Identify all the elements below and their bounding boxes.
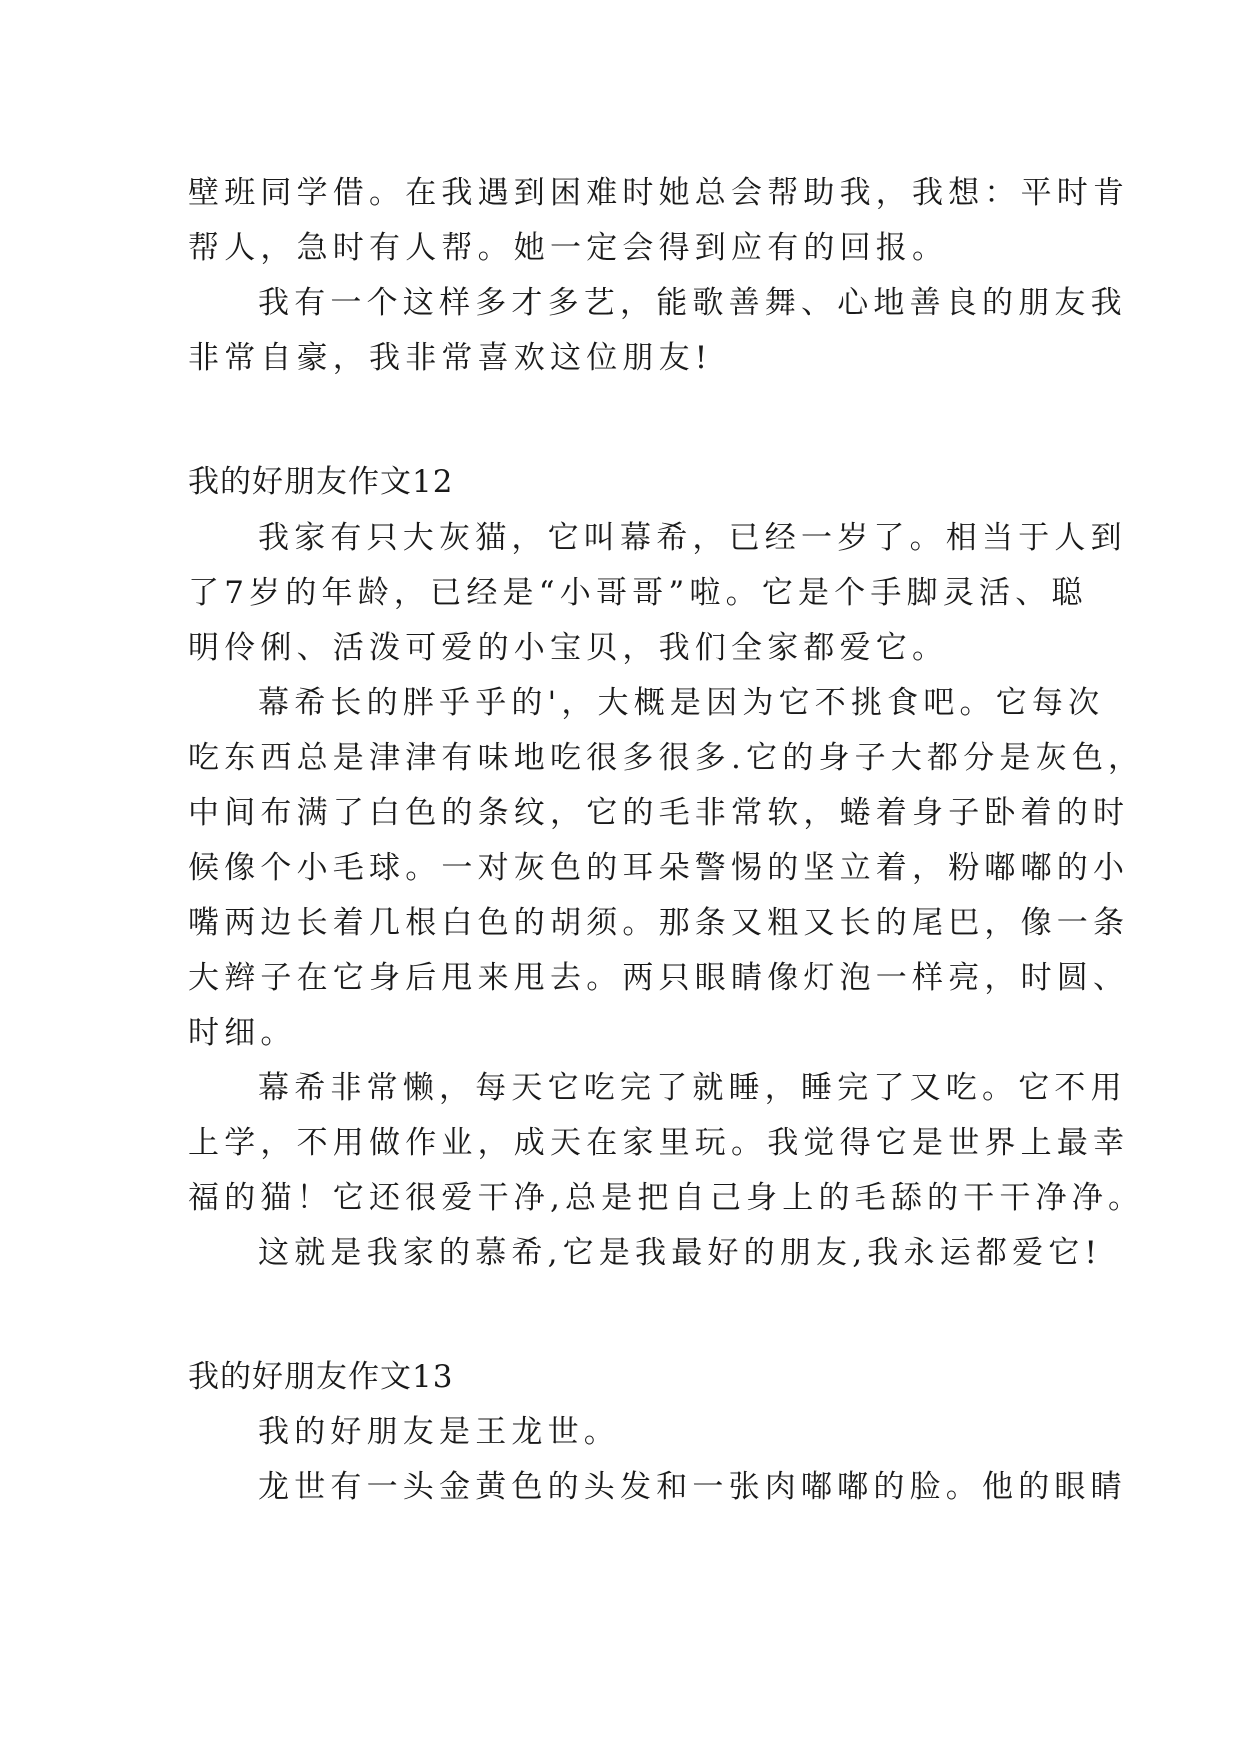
text-line: 福的猫！它还很爱干净,总是把自己身上的毛舔的干干净净。 [188, 1180, 1145, 1216]
text-line: 嘴两边长着几根白色的胡须。那条又粗又长的尾巴，像一条 [188, 905, 1130, 941]
text-line: 吃东西总是津津有味地吃很多很多.它的身子大都分是灰色， [188, 740, 1145, 776]
text-line: 中间布满了白色的条纹，它的毛非常软，蜷着身子卧着的时 [188, 795, 1130, 831]
paragraph-first-line: 我的好朋友是王龙世。 [258, 1414, 620, 1450]
text-line: 壁班同学借。在我遇到困难时她总会帮助我，我想：平时肯 [188, 175, 1130, 211]
text-line: 上学，不用做作业，成天在家里玩。我觉得它是世界上最幸 [188, 1125, 1130, 1161]
section-heading: 我的好朋友作文13 [188, 1359, 454, 1395]
text-line: 了7岁的年龄，已经是“小哥哥”啦。它是个手脚灵活、聪 [188, 575, 1088, 611]
text-line: 帮人，急时有人帮。她一定会得到应有的回报。 [188, 230, 949, 266]
paragraph-first-line: 我有一个这样多才多艺，能歌善舞、心地善良的朋友我 [258, 285, 1127, 321]
text-line: 非常自豪，我非常喜欢这位朋友! [188, 340, 713, 376]
section-heading: 我的好朋友作文12 [188, 464, 454, 500]
paragraph-first-line: 幕希非常懒，每天它吃完了就睡，睡完了又吃。它不用 [258, 1070, 1127, 1106]
paragraph-first-line: 我家有只大灰猫，它叫幕希，已经一岁了。相当于人到 [258, 520, 1127, 556]
text-line: 明伶俐、活泼可爱的小宝贝，我们全家都爱它。 [188, 630, 949, 666]
paragraph-first-line: 龙世有一头金黄色的头发和一张肉嘟嘟的脸。他的眼睛 [258, 1469, 1127, 1505]
text-line: 时细。 [188, 1015, 297, 1051]
paragraph-first-line: 幕希长的胖乎乎的'，大概是因为它不挑食吧。它每次 [258, 685, 1105, 721]
text-line: 候像个小毛球。一对灰色的耳朵警惕的坚立着，粉嘟嘟的小 [188, 850, 1130, 886]
text-line: 大辫子在它身后甩来甩去。两只眼睛像灯泡一样亮，时圆、 [188, 960, 1130, 996]
paragraph-first-line: 这就是我家的慕希,它是我最好的朋友,我永运都爱它! [258, 1235, 1103, 1271]
